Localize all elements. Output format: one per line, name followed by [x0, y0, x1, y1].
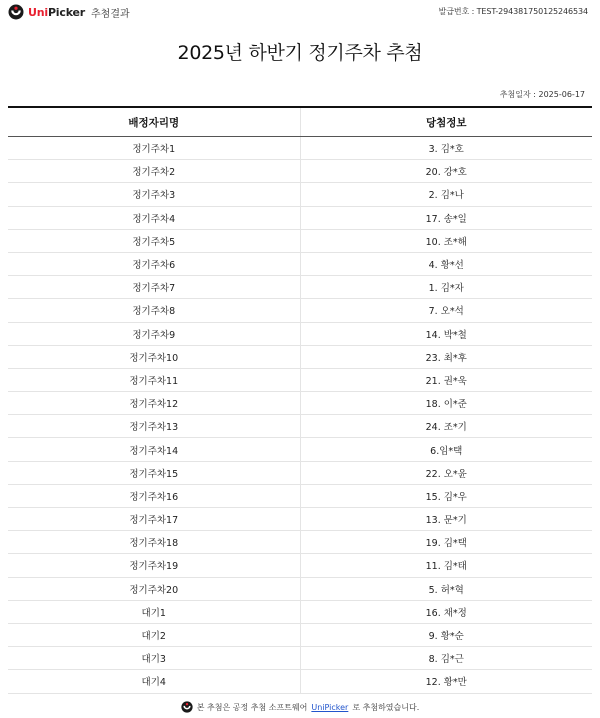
winner-cell: 3. 김*호 [300, 137, 592, 160]
winner-cell: 11. 김*태 [300, 554, 592, 577]
winner-cell: 18. 이*준 [300, 392, 592, 415]
winner-cell: 2. 김*나 [300, 183, 592, 206]
seat-name-cell: 정기주차4 [8, 206, 300, 229]
winner-cell: 12. 황*만 [300, 670, 592, 693]
seat-name-cell: 정기주차19 [8, 554, 300, 577]
winner-cell: 6.임*택 [300, 438, 592, 461]
seat-name-cell: 정기주차10 [8, 345, 300, 368]
seat-name-cell: 정기주차8 [8, 299, 300, 322]
footer-prefix: 본 추첨은 공정 추첨 소프트웨어 [196, 702, 308, 712]
results-table [8, 106, 592, 694]
winner-cell: 24. 조*기 [300, 415, 592, 438]
winner-cell: 7. 오*석 [300, 299, 592, 322]
table-row [8, 183, 592, 206]
table-row [8, 554, 592, 577]
table-row [8, 252, 592, 275]
table-row [8, 229, 592, 252]
table-row [8, 160, 592, 183]
seat-name-cell: 정기주차1 [8, 137, 300, 160]
seat-name-cell: 정기주차7 [8, 276, 300, 299]
seat-name-cell: 정기주차15 [8, 461, 300, 484]
winner-cell: 4. 황*선 [300, 252, 592, 275]
table-row [8, 438, 592, 461]
table-row [8, 392, 592, 415]
winner-cell: 16. 채*정 [300, 600, 592, 623]
seat-name-cell: 정기주차3 [8, 183, 300, 206]
winner-cell: 23. 최*후 [300, 345, 592, 368]
table-row [8, 299, 592, 322]
seat-name-cell: 정기주차17 [8, 508, 300, 531]
winner-cell: 14. 박*철 [300, 322, 592, 345]
table-row [8, 670, 592, 693]
seat-name-cell: 정기주차9 [8, 322, 300, 345]
winner-cell: 21. 권*욱 [300, 368, 592, 391]
draw-date: 추첨일자 : 2025-06-17 [499, 90, 585, 99]
winner-cell: 20. 강*호 [300, 160, 592, 183]
winner-cell: 22. 오*윤 [300, 461, 592, 484]
seat-name-cell: 대기4 [8, 670, 300, 693]
seat-name-cell: 정기주차16 [8, 484, 300, 507]
table-row [8, 276, 592, 299]
winner-cell: 10. 조*해 [300, 229, 592, 252]
table-row [8, 368, 592, 391]
top-bar [0, 0, 600, 24]
table-row [8, 415, 592, 438]
page-title: 2025년 하반기 정기주차 추첨 [177, 42, 423, 64]
table-row [8, 508, 592, 531]
unipicker-logo-icon [8, 4, 24, 20]
unipicker-logo [8, 4, 130, 20]
unipicker-link[interactable]: UniPicker [311, 702, 349, 712]
table-row [8, 647, 592, 670]
seat-name-cell: 정기주차11 [8, 368, 300, 391]
header-title: 추첨결과 [91, 8, 130, 20]
unipicker-mark-icon [181, 701, 193, 713]
seat-name-cell: 정기주차13 [8, 415, 300, 438]
winner-cell: 19. 김*택 [300, 531, 592, 554]
issue-number: 발급번호 : TEST-294381750125246534 [438, 7, 588, 16]
footer-note [0, 699, 600, 715]
seat-name-cell: 정기주차5 [8, 229, 300, 252]
table-row [8, 600, 592, 623]
table-row [8, 461, 592, 484]
winner-cell: 13. 문*기 [300, 508, 592, 531]
column-header-seat: 배정자리명 [8, 107, 300, 137]
seat-name-cell: 정기주차18 [8, 531, 300, 554]
brand-name: UniPicker [28, 5, 85, 19]
column-header-winner: 당첨정보 [300, 107, 592, 137]
footer-suffix: 로 추첨하였습니다. [352, 702, 420, 712]
winner-cell: 8. 김*근 [300, 647, 592, 670]
seat-name-cell: 정기주차2 [8, 160, 300, 183]
seat-name-cell: 정기주차20 [8, 577, 300, 600]
seat-name-cell: 대기3 [8, 647, 300, 670]
winner-cell: 15. 김*우 [300, 484, 592, 507]
table-row [8, 206, 592, 229]
table-row [8, 623, 592, 646]
table-row [8, 484, 592, 507]
winner-cell: 5. 허*혁 [300, 577, 592, 600]
winner-cell: 17. 송*일 [300, 206, 592, 229]
seat-name-cell: 대기1 [8, 600, 300, 623]
winner-cell: 9. 황*순 [300, 623, 592, 646]
seat-name-cell: 대기2 [8, 623, 300, 646]
seat-name-cell: 정기주차14 [8, 438, 300, 461]
winner-cell: 1. 김*자 [300, 276, 592, 299]
table-row [8, 137, 592, 160]
table-row [8, 531, 592, 554]
table-row [8, 345, 592, 368]
seat-name-cell: 정기주차6 [8, 252, 300, 275]
table-row [8, 322, 592, 345]
table-header-row [8, 107, 592, 137]
seat-name-cell: 정기주차12 [8, 392, 300, 415]
table-row [8, 577, 592, 600]
